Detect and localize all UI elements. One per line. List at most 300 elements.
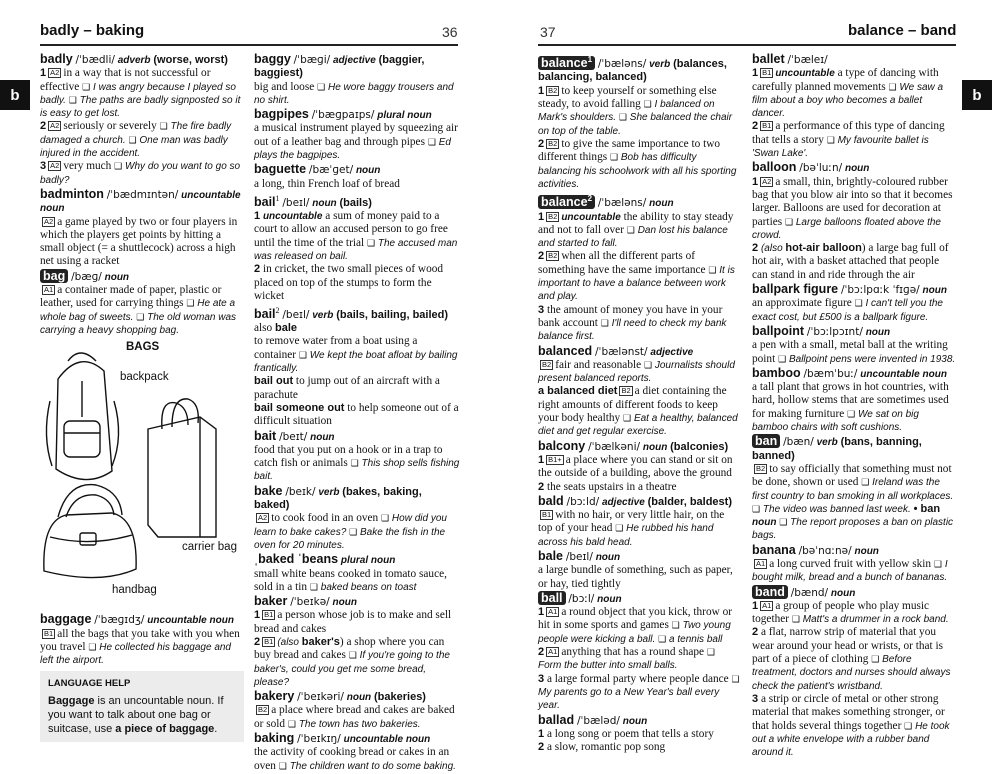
inflections: (bails) bbox=[339, 196, 372, 209]
example: We saw a film about a boy who becomes a ballet dancer. bbox=[752, 81, 944, 120]
entry-badminton bbox=[40, 188, 244, 269]
headword[interactable]: balanced bbox=[538, 343, 593, 358]
example: She balanced the chair on top of the table. bbox=[538, 112, 733, 137]
header-rule bbox=[40, 44, 458, 46]
page-number: 36 bbox=[442, 24, 458, 40]
level-badge: A1 bbox=[762, 600, 772, 610]
definition: a slow, romantic pop song bbox=[546, 741, 666, 754]
definition: a long curved fruit with yellow skin bbox=[769, 557, 932, 570]
definition: all the bags that you take with you when you travel bbox=[40, 627, 240, 653]
level-badge: B2 bbox=[542, 359, 552, 369]
level-badge: A2 bbox=[50, 161, 60, 171]
definition: a tall plant that grows in hot countries, with hard, hollow stems that are sometimes used for making furniture bbox=[752, 381, 949, 420]
pronunciation: /ˈbælənst/ bbox=[595, 345, 648, 358]
pronunciation: /beɪl/ bbox=[282, 308, 310, 321]
example: Matt's a drummer in a rock band. bbox=[802, 614, 949, 626]
pronunciation: /ˈbæleɪ/ bbox=[787, 54, 828, 66]
derived-word: • ban bbox=[913, 502, 941, 515]
level-badge: A2 bbox=[258, 513, 268, 523]
part-of-speech: noun bbox=[310, 431, 335, 443]
header-rule bbox=[538, 44, 956, 46]
example: The children want to do some baking. bbox=[289, 760, 456, 772]
illustration-title: BAGS bbox=[126, 341, 160, 354]
part-of-speech: uncountable noun bbox=[40, 189, 241, 215]
pronunciation: /beɪl/ bbox=[565, 551, 593, 563]
page-header: balance – band bbox=[848, 22, 957, 39]
example: Ireland was the first country to ban smoking in all workplaces. bbox=[752, 477, 954, 502]
headword[interactable]: ballad bbox=[538, 712, 575, 727]
definition: a small, thin, brightly-coloured rubber bag that you blow air into so that it becomes larger. Balloons are used for decoration at parties bbox=[752, 175, 953, 228]
definition: an approximate figure bbox=[752, 297, 852, 310]
bags-drawing bbox=[40, 341, 244, 611]
carrier-bag-icon bbox=[148, 399, 216, 537]
pronunciation: /bæɡ/ bbox=[71, 270, 102, 283]
headword[interactable] bbox=[538, 56, 595, 70]
entry-bag: bag /bæɡ/ noun A1 a container made of paper, plastic or leather, used for carrying things ❑ He ate a whole bag of sweets. ❑ The old woman was carrying a heavy shopping bag. bbox=[40, 268, 237, 336]
pronunciation: /ˈbɔːlpɔɪnt/ bbox=[806, 325, 863, 338]
inflections: (balances, balancing, balanced) bbox=[538, 58, 727, 84]
part-of-speech: uncountable noun bbox=[147, 615, 234, 627]
level-badge: A2 bbox=[50, 121, 60, 131]
definition: a type of dancing with carefully planned movements bbox=[752, 67, 939, 93]
pronunciation: /beɪl/ bbox=[282, 196, 310, 209]
entry-ballet: ballet /ˈbæleɪ/ 1 B1 uncountable a type of dancing with carefully planned movements ❑ We saw a film about a boy who becomes a ballet dancer. 2 B1 a performance of this type of dancing that tells a story ❑ My favourite ballet is 'Swan Lake'. bbox=[752, 52, 945, 160]
level-badge: A2 bbox=[44, 216, 54, 226]
level-badge: B2 bbox=[258, 705, 268, 715]
paren: ) bbox=[339, 636, 344, 648]
example: Ballpoint pens were invented in 1938. bbox=[788, 353, 956, 365]
entry-ballpark-figure: ballpark figure /ˈbɔːlpɑːk ˈfɪɡə/ noun an approximate figure ❑ I can't tell you the exact cost, but £500 is a ballpark figure. bbox=[752, 282, 947, 323]
example: The accused man was released on bail. bbox=[254, 237, 458, 262]
part-of-speech: noun bbox=[346, 692, 372, 704]
example: baked beans on toast bbox=[320, 581, 417, 593]
right-column-1 bbox=[538, 53, 740, 755]
pronunciation: /ˈbæləns/ bbox=[597, 58, 647, 71]
inflections: (bakes, baking, baked) bbox=[254, 485, 422, 512]
entry-balance-2: balance$^2$ /ˈbæləns/ noun 1 B2 uncountable the ability to stay steady and not to fall over ❑ Dan lost his balance and started to fall. 2 B2 when all the different parts of something have the same importance ❑ It is important to have a balance between work and play. 3 the amount of money you have in your bank account ❑ I'll need to check my bank balance first. bbox=[538, 194, 735, 343]
headword[interactable]: bail bbox=[254, 194, 276, 209]
definition: seriously or severely bbox=[63, 120, 157, 133]
definition: a person whose job is to make and sell bread and cakes bbox=[254, 609, 452, 635]
part-of-speech: verb bbox=[816, 437, 838, 449]
part-of-speech: noun bbox=[922, 285, 947, 297]
level-badge: A2 bbox=[50, 68, 60, 78]
entry-balance-1: balance$^1$ /ˈbæləns/ verb (balances, balancing, balanced) 1 B2 to keep yourself or something else steady, to avoid falling ❑ I balanced on Mark's shoulders. ❑ She balanced the chair on top of the table. 2 B2 to give the same importance to two different things ❑ Bob has difficulty balancing his schoolwork with all his sporting activities. bbox=[538, 55, 737, 190]
example: How did you learn to bake cakes? bbox=[254, 513, 447, 538]
inflections: (balconies) bbox=[670, 440, 729, 453]
definition: a long song or poem that tells a story bbox=[546, 727, 714, 740]
entry-badly: badly /ˈbædli/ adverb (worse, worst) 1 A2 in a way that is not successful or effective ❑ I was angry because I played so badly. ❑ The paths are badly signposted so it is easy to get lost. 2 A2 seriously or severely ❑ The fire badly damaged a church. ❑ One man was badly injured in the accident. 3 A2 very much ❑ Why do you want to go so badly? bbox=[40, 52, 241, 186]
headword[interactable]: bakery bbox=[254, 689, 295, 704]
phrasal-verb: bail someone out bbox=[254, 401, 345, 414]
paren: ) bbox=[861, 242, 866, 255]
definition: anything that has a round shape bbox=[561, 646, 705, 659]
example: I can't tell you the exact cost, but £500 is a ballpark figure. bbox=[752, 298, 943, 323]
headword[interactable]: ban bbox=[752, 434, 780, 448]
definition: in a way that is not successful or effective bbox=[40, 67, 211, 93]
example: My parents go to a New Year's ball every year. bbox=[538, 686, 720, 712]
entry-balanced: balanced /ˈbælənst/ adjective B2 fair and reasonable ❑ Journalists should present balanced reports. a balanced diet B2 a diet containing the right amounts of different foods to keep your body healthy ❑ Eat a healthy, balanced diet and get regular exercise. bbox=[538, 343, 738, 438]
level-badge: A1 bbox=[756, 558, 766, 568]
inflections: (bakeries) bbox=[374, 691, 426, 704]
left-column-1 bbox=[40, 53, 244, 742]
definition: a shop where you can buy bread and cakes bbox=[254, 636, 445, 662]
definition: the activity of cooking bread or cakes in an oven bbox=[254, 746, 450, 772]
definition: to say officially that something must not be done, shown or used bbox=[752, 462, 952, 489]
entry-bail-1: bail$^1$ /beɪl/ noun (bails) 1 uncountable a sum of money paid to a court to allow an accused person to go free until the time of the trial ❑ The accused man was released on bail. 2 in cricket, the two small pieces of wood placed on top of the stumps to form the wicket bbox=[254, 193, 458, 302]
headword[interactable]: baggy bbox=[254, 52, 291, 66]
right-column-2 bbox=[752, 53, 956, 760]
part-of-speech: uncountable noun bbox=[343, 734, 431, 746]
level-badge: A1 bbox=[44, 285, 54, 295]
entry-ban: ban /bæn/ verb (bans, banning, banned) B2 to say officially that something must not be done, shown or used ❑ Ireland was the first country to ban smoking in all workplaces. ❑ The video was banned last week. • ban noun ❑ The report proposes a ban on plastic bags. bbox=[752, 434, 954, 542]
pronunciation: /ˈbæləd/ bbox=[576, 714, 620, 727]
example: The report proposes a ban on plastic bags. bbox=[752, 517, 954, 542]
pronunciation: /bæn/ bbox=[783, 436, 814, 449]
entry-bald: bald /bɔːld/ adjective (balder, baldest) B1 with no hair, or very little hair, on the top of your head ❑ He rubbed his hand across his bald head. bbox=[538, 493, 732, 548]
inflections: (worse, worst) bbox=[153, 54, 228, 66]
headword[interactable]: ballpoint bbox=[752, 323, 805, 338]
example: Eat a healthy, balanced diet and get regular exercise. bbox=[538, 413, 738, 438]
headword[interactable]: baking bbox=[254, 731, 295, 746]
example: Why do you want to go so badly? bbox=[40, 161, 241, 186]
entry-bakery: bakery /ˈbeɪkəri/ noun (bakeries) B2 a place where bread and cakes are baked or sold ❑ The town has two bakeries. bbox=[254, 689, 455, 730]
pronunciation: /bɔːl/ bbox=[568, 592, 595, 605]
left-column-2 bbox=[254, 53, 460, 774]
pronunciation: /ˈbɔːlpɑːk ˈfɪɡə/ bbox=[840, 284, 920, 297]
pronunciation: /ˈbæɡpaɪps/ bbox=[311, 109, 375, 122]
example: Form the butter into small balls. bbox=[538, 660, 678, 672]
example: The old woman was carrying a heavy shopping bag. bbox=[40, 311, 237, 336]
headword[interactable]: bald bbox=[538, 493, 564, 508]
entry-baggage: baggage /ˈbæɡɪdʒ/ uncountable noun B1 all the bags that you take with you when you travel ❑ He collected his baggage and left the airport. bbox=[40, 612, 240, 667]
pronunciation: /ˈbælkəni/ bbox=[588, 440, 641, 453]
entry-banana: banana /bəˈnɑːnə/ noun A1 a long curved fruit with yellow skin ❑ I bought milk, bread and a bunch of bananas. bbox=[752, 542, 948, 584]
language-help-box bbox=[40, 671, 244, 741]
definition: when all the different parts of something have the same importance bbox=[538, 250, 706, 276]
example: Two young people were kicking a ball. bbox=[538, 620, 731, 645]
definition: the ability to stay steady and not to fall over bbox=[538, 210, 734, 236]
example: My favourite ballet is 'Swan Lake'. bbox=[752, 134, 929, 160]
entry-bake: bake /beɪk/ verb (bakes, baking, baked) A2 to cook food in an oven ❑ How did you learn to bake cakes? ❑ Bake the fish in the oven for 20 minutes. bbox=[254, 483, 447, 551]
definition: the seats upstairs in a theatre bbox=[546, 480, 677, 493]
homograph-number: 1 bbox=[587, 55, 593, 64]
entry-ballad: ballad /ˈbæləd/ noun 1 a long song or poem that tells a story 2 a slow, romantic pop song bbox=[538, 712, 714, 754]
definition: a container made of paper, plastic or leather, used for carrying things bbox=[40, 284, 222, 310]
entry-baguette bbox=[254, 163, 460, 191]
definition: the amount of money you have in your bank account bbox=[538, 303, 723, 329]
part-of-speech: noun bbox=[104, 271, 130, 283]
pronunciation: /bəˈnɑːnə/ bbox=[798, 544, 852, 557]
pronunciation: /beɪk/ bbox=[285, 485, 316, 498]
definition: a musical instrument played by squeezing air out of a leather bag and through pipes bbox=[254, 122, 458, 148]
level-badge: B1 bbox=[762, 121, 772, 131]
part-of-speech: noun bbox=[642, 441, 668, 453]
part-of-speech: noun bbox=[622, 715, 648, 727]
level-badge: A2 bbox=[762, 176, 772, 186]
part-of-speech: noun bbox=[649, 198, 674, 210]
handbag-label: handbag bbox=[112, 584, 157, 597]
pronunciation: /bænd/ bbox=[790, 586, 829, 599]
pronunciation: /ˈbæləns/ bbox=[597, 197, 647, 210]
example: We sat on big bamboo chairs with soft cushions. bbox=[752, 408, 919, 434]
headword[interactable]: badly bbox=[40, 52, 73, 66]
definition: a sum of money paid to a court to allow an accused person to go free until the time of the trial bbox=[254, 210, 448, 249]
backpack-icon bbox=[46, 353, 118, 480]
example: The video was banned last week. bbox=[762, 503, 911, 515]
example: We kept the boat afloat by bailing frantically. bbox=[254, 349, 458, 375]
entry-bagpipes: bagpipes /ˈbæɡpaɪps/ plural noun a musical instrument played by squeezing air out of a leather bag and through pipes ❑ Ed plays the bagpipes. bbox=[254, 107, 458, 162]
variant: bale bbox=[275, 322, 298, 335]
entry-ballpoint: ballpoint /ˈbɔːlpɔɪnt/ noun a pen with a small, metal ball at the writing point ❑ Ballpoint pens were invented in 1938. bbox=[752, 323, 956, 365]
definition: to help someone out of a difficult situation bbox=[254, 401, 459, 428]
headword[interactable]: ball bbox=[538, 591, 566, 605]
example: One man was badly injured in the accident. bbox=[40, 134, 228, 160]
right-page bbox=[498, 0, 996, 763]
pronunciation: /ˈbædli/ bbox=[75, 54, 115, 66]
part-of-speech: noun bbox=[312, 197, 337, 209]
headword-text: balance bbox=[541, 195, 588, 210]
pronunciation: /ˈbædmɪntən/ bbox=[106, 188, 179, 201]
definition: a pen with a small, metal ball at the writing point bbox=[752, 339, 948, 365]
headword-text: balance bbox=[541, 56, 588, 71]
pronunciation: /bɔːld/ bbox=[566, 495, 600, 508]
headword[interactable]: bamboo bbox=[752, 365, 801, 380]
example: I balanced on Mark's shoulders. bbox=[538, 99, 715, 124]
part-of-speech: noun bbox=[830, 587, 856, 599]
definition: small white beans cooked in tomato sauce, sold in a tin bbox=[254, 567, 447, 593]
part-of-speech: adjective bbox=[333, 55, 376, 66]
definition: a diet containing the right amounts of different foods to keep your body healthy bbox=[538, 385, 727, 425]
definition: a place where bread and cakes are baked or sold bbox=[254, 704, 455, 730]
pronunciation: /ˈbeɪkəri/ bbox=[297, 691, 344, 704]
part-of-speech: plural noun bbox=[340, 555, 396, 567]
definition: very much bbox=[63, 160, 112, 173]
level-badge: B1 bbox=[264, 637, 274, 646]
homograph-number: 1 bbox=[275, 193, 280, 203]
example: Bake the fish in the oven for 20 minutes. bbox=[254, 526, 446, 551]
level-badge: B1 bbox=[264, 610, 274, 620]
example: The town has two bakeries. bbox=[298, 718, 421, 730]
part-of-speech: noun bbox=[595, 552, 621, 563]
handbag-icon bbox=[44, 485, 136, 578]
part-of-speech: adjective bbox=[650, 346, 694, 358]
part-of-speech: plural noun bbox=[377, 110, 432, 122]
entry-ball: ball /bɔːl/ noun 1 A1 a round object that you kick, throw or hit in some sports and games ❑ Two young people were kicking a ball. ❑ a tennis ball 2 A1 anything that has a round shape ❑ Form the butter into small balls. 3 a large formal party where people dance ❑ My parents go to a New Year's ball every year. bbox=[538, 590, 740, 712]
headword[interactable]: ballet bbox=[752, 52, 785, 66]
definition: a large bundle of something, such as paper, or hay, tied tightly bbox=[538, 564, 733, 590]
pronunciation: /bæˈɡet/ bbox=[308, 164, 354, 177]
entry-balcony: balcony /ˈbælkəni/ noun (balconies) 1 B1+ a place where you can stand or sit on the outside of a building, above the ground 2 the seats upstairs in a theatre bbox=[538, 438, 733, 493]
level-badge: B2 bbox=[548, 211, 558, 221]
headword[interactable]: ˌbaked ˈbeans bbox=[254, 552, 339, 567]
part-of-speech: noun bbox=[844, 163, 870, 175]
definition: to remove water from a boat using a container bbox=[254, 335, 418, 361]
example: He ate a whole bag of sweets. bbox=[40, 298, 236, 323]
definition: a round object that you kick, throw or hit in some sports and games bbox=[538, 606, 732, 632]
part-of-speech: noun bbox=[854, 545, 879, 557]
language-help-word: Baggage bbox=[48, 694, 95, 707]
definition: a large formal party where people dance bbox=[546, 672, 729, 685]
example: Large balloons floated above the crowd. bbox=[752, 216, 941, 241]
left-page bbox=[0, 0, 498, 772]
example: Journalists should present balanced reports. bbox=[538, 359, 735, 385]
headword[interactable]: bail bbox=[254, 306, 276, 321]
entry-band: band /bænd/ noun 1 A1 a group of people who play music together ❑ Matt's a drummer in a rock band. 2 a flat, narrow strip of material that you wear around your head or wrists, or that is part of a piece of clothing ❑ Before treatment, doctors and nurses should always check the patient's wristband. 3 a strip or circle of metal or other strong material that makes something stronger, or that holds several things together ❑ He took out a white envelope with a rubber band around it. bbox=[752, 584, 951, 759]
language-help-body: is an uncountable noun. If you want to talk about one bag or suitcase, use bbox=[48, 694, 224, 735]
example: Dan lost his balance and started to fall. bbox=[538, 224, 728, 250]
definition: to cook food in an oven bbox=[271, 512, 379, 525]
part-of-speech: verb bbox=[318, 486, 340, 498]
grammar-label: uncountable bbox=[775, 68, 835, 80]
definition: a long, thin French loaf of bread bbox=[254, 177, 400, 190]
entry-baked-beans: ˌbaked ˈbeans plural noun small white beans cooked in tomato sauce, sold in a tin ❑ baked beans on toast bbox=[254, 552, 447, 593]
example: a tennis ball bbox=[669, 633, 723, 645]
headword[interactable]: bake bbox=[254, 483, 283, 498]
definition: big and loose bbox=[254, 80, 315, 93]
headword[interactable]: baggage bbox=[40, 612, 92, 627]
definition: a performance of this type of dancing that tells a story bbox=[752, 120, 945, 146]
example: I bought milk, bread and a bunch of bananas. bbox=[752, 558, 948, 584]
example: Ed plays the bagpipes. bbox=[254, 136, 451, 162]
headword[interactable]: ballpark figure bbox=[752, 282, 839, 297]
language-help-title: LANGUAGE HELP bbox=[48, 678, 131, 690]
entry-baking: baking /ˈbeɪkɪŋ/ uncountable noun the activity of cooking bread or cakes in an oven ❑ The children want to do some baking. bbox=[254, 731, 456, 772]
example: The paths are badly signposted so it is easy to get lost. bbox=[40, 94, 241, 120]
entry-bait: bait /beɪt/ noun food that you put on a hook or in a trap to catch fish or animals ❑ This shop sells fishing bait. bbox=[254, 428, 460, 483]
phrase: a balanced diet bbox=[538, 385, 618, 398]
definition: a group of people who play music together bbox=[752, 599, 930, 626]
headword[interactable]: badminton bbox=[40, 186, 104, 201]
headword[interactable] bbox=[538, 195, 595, 209]
headword[interactable]: bagpipes bbox=[254, 107, 309, 122]
backpack-label: backpack bbox=[120, 371, 169, 384]
variant: hot-air balloon bbox=[785, 242, 862, 255]
headword[interactable]: balcony bbox=[538, 438, 586, 453]
grammar-label: uncountable bbox=[561, 211, 621, 223]
also-label: (also bbox=[760, 243, 786, 255]
entry-bale bbox=[538, 550, 740, 591]
part-of-speech: verb bbox=[312, 309, 334, 321]
letter-tab[interactable]: b bbox=[0, 80, 30, 110]
inflections: (balder, baldest) bbox=[647, 495, 732, 508]
definition: food that you put on a hook or in a trap to catch fish or animals bbox=[254, 443, 443, 470]
example: It is important to have a balance between work and play. bbox=[538, 264, 735, 303]
part-of-speech: noun bbox=[752, 517, 777, 529]
language-help-phrase: a piece of baggage bbox=[115, 722, 215, 735]
part-of-speech: noun bbox=[865, 326, 891, 338]
part-of-speech: noun bbox=[332, 597, 357, 609]
headword[interactable]: banana bbox=[752, 542, 796, 557]
homograph-number: 2 bbox=[275, 306, 280, 316]
part-of-speech: verb bbox=[649, 59, 671, 71]
definition: in cricket, the two small pieces of wood placed on top of the stumps to form the wicket bbox=[254, 263, 444, 302]
pronunciation: /beɪt/ bbox=[279, 430, 308, 443]
pronunciation: /ˈbæɡɪdʒ/ bbox=[94, 614, 145, 627]
example: I was angry because I played so badly. bbox=[40, 81, 236, 106]
bags-illustration bbox=[40, 341, 244, 611]
example: Before treatment, doctors and nurses should always check the patient's wristband. bbox=[752, 654, 951, 692]
part-of-speech: adjective bbox=[602, 496, 645, 508]
level-badge: B1+ bbox=[548, 454, 562, 464]
headword[interactable]: bag bbox=[40, 269, 68, 283]
pronunciation: /ˈbeɪkɪŋ/ bbox=[297, 733, 341, 746]
page-number: 37 bbox=[540, 24, 556, 40]
headword[interactable]: balloon bbox=[752, 160, 797, 175]
part-of-speech: noun bbox=[597, 593, 622, 605]
level-badge: B2 bbox=[548, 138, 558, 148]
headword[interactable]: baker bbox=[254, 594, 288, 609]
entry-baker: baker /ˈbeɪkə/ noun 1 B1 a person whose job is to make and sell bread and cakes 2 B1 (also baker's) a shop where you can buy bread and cakes ❑ If you're going to the baker's, could you get me some bread, please? bbox=[254, 594, 452, 688]
language-help-text bbox=[48, 694, 236, 736]
carrier-bag-label: carrier bag bbox=[182, 541, 237, 554]
level-badge: B2 bbox=[621, 386, 631, 396]
example: He took out a white envelope with a rubber band around it. bbox=[752, 720, 950, 759]
inflections: (bans, banning, banned) bbox=[752, 436, 922, 462]
part-of-speech: noun bbox=[355, 165, 381, 177]
inflections: (bails, bailing, bailed) bbox=[336, 308, 449, 321]
level-badge: B2 bbox=[548, 251, 558, 261]
example: He rubbed his hand across his bald head. bbox=[538, 523, 714, 548]
example: The fire badly damaged a church. bbox=[40, 121, 232, 146]
language-help-end: . bbox=[214, 722, 218, 735]
definition: a flat, narrow strip of material that you wear around your head or wrists, or that is part of a piece of clothing bbox=[752, 626, 944, 666]
variant: baker's bbox=[301, 636, 340, 648]
definition: a place where you can stand or sit on the outside of a building, above the ground bbox=[538, 453, 733, 480]
level-badge: B2 bbox=[548, 85, 558, 95]
definition: with no hair, or very little hair, on the top of your head bbox=[538, 509, 725, 535]
pronunciation: /bæmˈbuː/ bbox=[803, 367, 858, 380]
level-badge: A1 bbox=[548, 647, 558, 657]
entry-baggy: baggy /ˈbæɡi/ adjective (baggier, baggiest) big and loose ❑ He wore baggy trousers and no shirt. bbox=[254, 52, 454, 106]
level-badge: B2 bbox=[756, 463, 766, 473]
example: Bob has difficulty balancing his schoolwork with all his sporting activities. bbox=[538, 152, 737, 190]
definition: a large bag full of hot air, with a basket attached that people can stand in and ride through the air bbox=[752, 242, 949, 281]
definition: fair and reasonable bbox=[555, 358, 642, 371]
pronunciation: /ˈbeɪkə/ bbox=[290, 596, 330, 609]
example: This shop sells fishing bait. bbox=[254, 458, 460, 483]
headword[interactable]: bale bbox=[538, 549, 564, 563]
phrasal-verb: bail out bbox=[254, 375, 294, 388]
part-of-speech: adverb bbox=[117, 55, 151, 66]
example: I'll need to check my bank balance first. bbox=[538, 317, 727, 343]
definition: to give the same importance to two different things bbox=[538, 137, 721, 164]
definition: to keep yourself or something else steady, to avoid falling bbox=[538, 84, 717, 111]
definition: a game played by two or four players in which the players get points by hitting a small object (= a shuttlecock) across a high net using a racket bbox=[40, 215, 238, 268]
entry-bail-2: bail$^2$ /beɪl/ verb (bails, bailing, bailed) also bale to remove water from a boat using a container ❑ We kept the boat afloat by bailing frantically. bail out to jump out of an aircraft with a parachute bail someone out to help someone out of a difficult situation bbox=[254, 306, 459, 428]
also-label: (also bbox=[277, 637, 302, 648]
letter-tab[interactable]: b bbox=[962, 80, 992, 110]
headword[interactable]: bait bbox=[254, 428, 277, 443]
headword[interactable]: baguette bbox=[254, 162, 307, 177]
example: He wore baggy trousers and no shirt. bbox=[254, 81, 454, 106]
inflections: (baggier, baggiest) bbox=[254, 54, 425, 80]
homograph-number: 2 bbox=[587, 194, 593, 204]
pronunciation: /ˈbæɡi/ bbox=[293, 54, 331, 66]
entry-balloon: balloon /bəˈluːn/ noun 1 A2 a small, thin, brightly-coloured rubber bag that you blow air into so that it becomes larger. Balloons are used for decoration at parties ❑ Large balloons floated above the crowd. 2 (also hot-air balloon) a large bag full of hot air, with a basket attached that people can stand in and ride through the air bbox=[752, 160, 953, 281]
also-label: also bbox=[254, 322, 276, 335]
level-badge: A1 bbox=[548, 607, 558, 617]
headword[interactable]: band bbox=[752, 585, 788, 599]
page-header: badly – baking bbox=[40, 22, 145, 39]
definition: a strip or circle of metal or other strong material that makes something stronger, or that holds several things together bbox=[752, 692, 945, 732]
entry-bamboo: bamboo /bæmˈbuː/ uncountable noun a tall plant that grows in hot countries, with hard, hollow stems that are sometimes used for making furniture ❑ We sat on big bamboo chairs with soft cushions. bbox=[752, 365, 949, 434]
level-badge: B1 bbox=[542, 510, 552, 520]
example: He collected his baggage and left the airport. bbox=[40, 641, 231, 667]
pronunciation: /bəˈluːn/ bbox=[799, 162, 843, 175]
definition: to jump out of an aircraft with a parachute bbox=[254, 375, 440, 401]
level-badge: B1 bbox=[762, 68, 772, 78]
